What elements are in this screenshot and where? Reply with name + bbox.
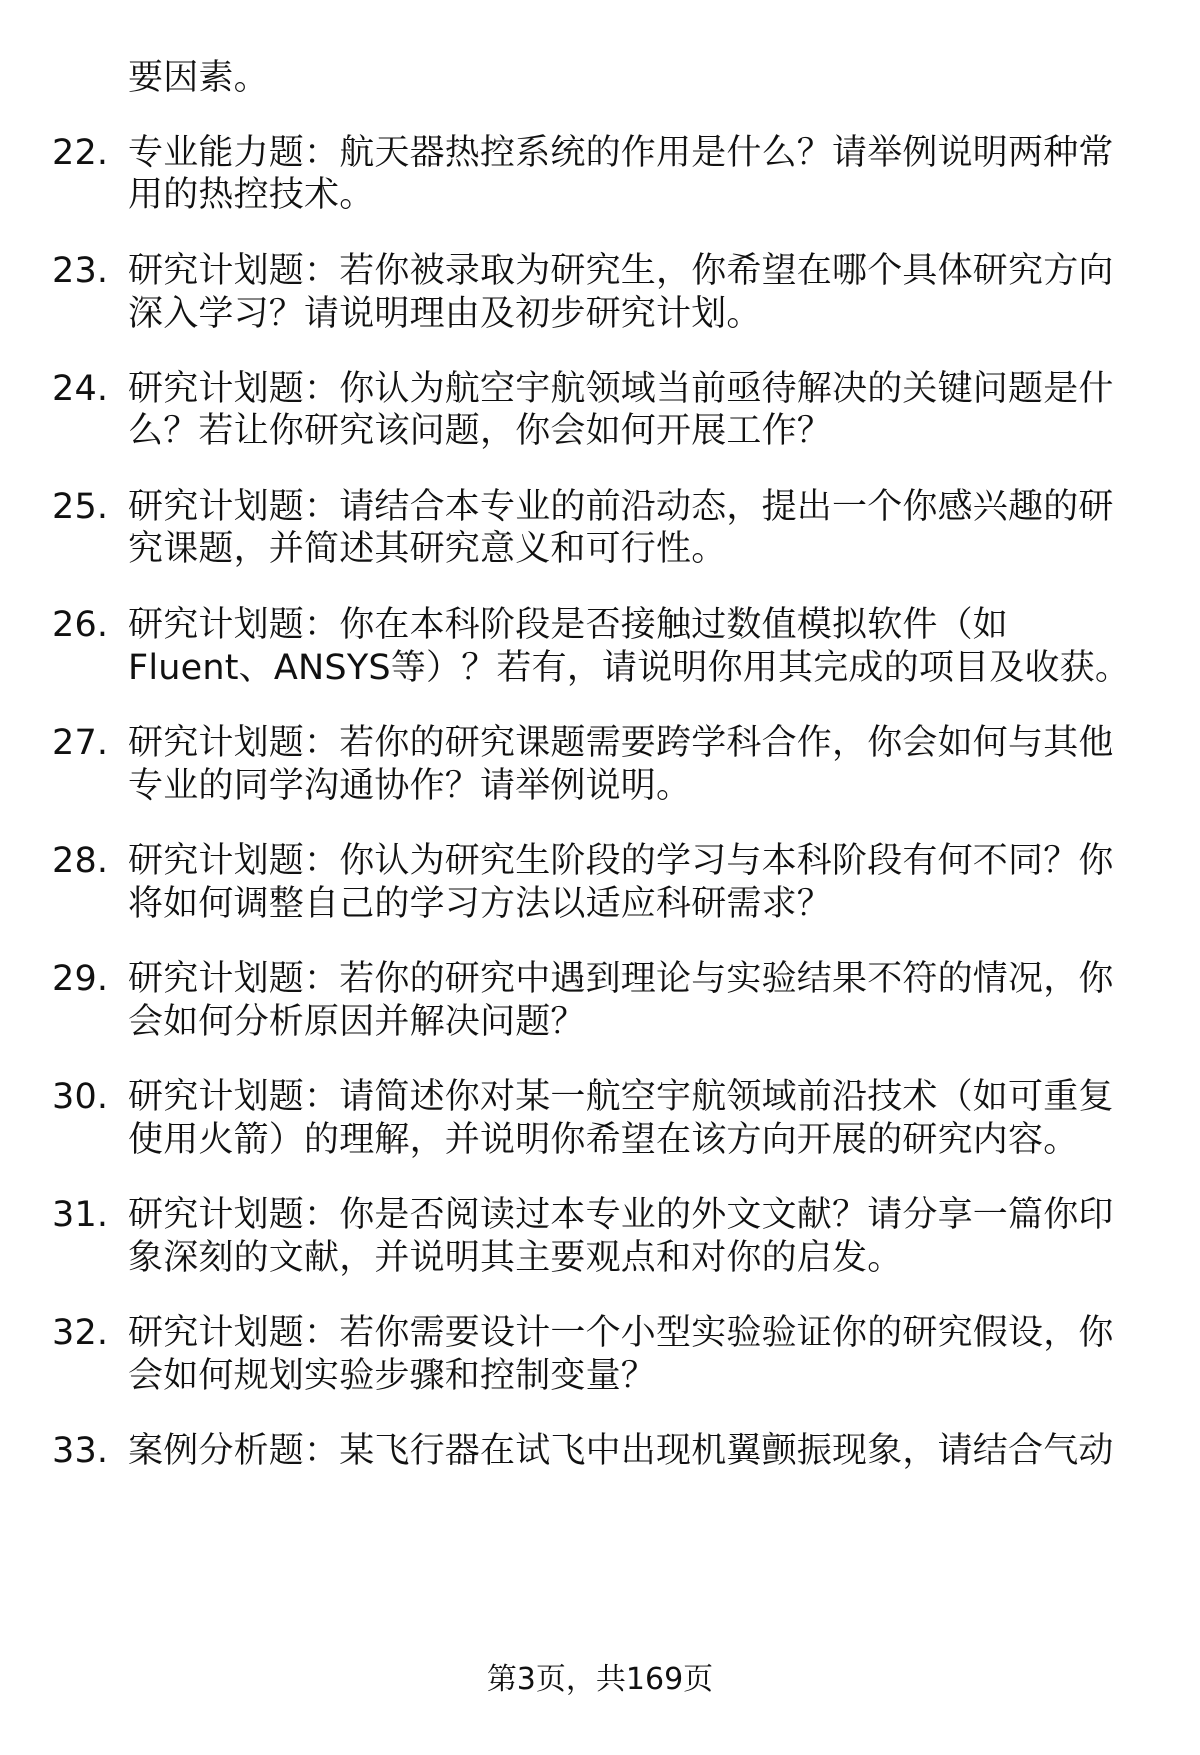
question-number: 24. — [52, 369, 109, 409]
question-number: 28. — [52, 841, 109, 881]
question-number: 26. — [52, 605, 109, 645]
question-text-line: 研究计划题：请简述你对某一航空宇航领域前沿技术（如可重复 — [128, 1077, 1114, 1117]
question-text-line: 研究计划题：你在本科阶段是否接触过数值模拟软件（如 — [128, 605, 1009, 645]
question-text-line: 研究计划题：请结合本专业的前沿动态，提出一个你感兴趣的研 — [128, 487, 1114, 527]
question-number: 32. — [52, 1313, 109, 1353]
question-text-line: 象深刻的文献，并说明其主要观点和对你的启发。 — [128, 1238, 903, 1278]
question-text-line: 究课题，并简述其研究意义和可行性。 — [128, 529, 727, 569]
question-number: 23. — [52, 251, 109, 291]
question-number: 29. — [52, 959, 109, 999]
question-text-line: 研究计划题：若你的研究中遇到理论与实验结果不符的情况，你 — [128, 959, 1114, 999]
question-text-line: 专业的同学沟通协作？请举例说明。 — [128, 766, 692, 806]
question-text-line: 深入学习？请说明理由及初步研究计划。 — [128, 294, 762, 334]
question-text-line: 使用火箭）的理解，并说明你希望在该方向开展的研究内容。 — [128, 1120, 1079, 1160]
question-text-line: 研究计划题：你认为航空宇航领域当前亟待解决的关键问题是什 — [128, 369, 1114, 409]
question-text-line: 研究计划题：若你的研究课题需要跨学科合作，你会如何与其他 — [128, 723, 1114, 763]
question-number: 33. — [52, 1431, 109, 1471]
question-text-line: 用的热控技术。 — [128, 175, 375, 215]
question-text-line: 研究计划题：若你被录取为研究生，你希望在哪个具体研究方向 — [128, 251, 1114, 291]
question-number: 30. — [52, 1077, 109, 1117]
question-text-line: 研究计划题：若你需要设计一个小型实验验证你的研究假设，你 — [128, 1313, 1114, 1353]
question-text-line: 会如何规划实验步骤和控制变量？ — [128, 1356, 657, 1396]
question-text-line: 研究计划题：你是否阅读过本专业的外文文献？请分享一篇你印 — [128, 1195, 1114, 1235]
question-text-line: 研究计划题：你认为研究生阶段的学习与本科阶段有何不同？你 — [128, 841, 1114, 881]
question-number: 27. — [52, 723, 109, 763]
question-number: 22. — [52, 133, 109, 173]
continuation-line: 要因素。 — [128, 58, 269, 98]
question-text-line: 将如何调整自己的学习方法以适应科研需求？ — [128, 884, 833, 924]
question-text-line: 会如何分析原因并解决问题？ — [128, 1002, 586, 1042]
question-number: 31. — [52, 1195, 109, 1235]
question-text-line: 专业能力题：航天器热控系统的作用是什么？请举例说明两种常 — [128, 133, 1114, 173]
question-text-line: Fluent、ANSYS等）？若有，请说明你用其完成的项目及收获。 — [128, 648, 1131, 688]
question-text-line: 么？若让你研究该问题，你会如何开展工作？ — [128, 411, 833, 451]
question-text-line: 案例分析题：某飞行器在试飞中出现机翼颤振现象，请结合气动 — [128, 1431, 1114, 1471]
question-number: 25. — [52, 487, 109, 527]
page-footer: 第3页，共169页 — [486, 1662, 714, 1697]
